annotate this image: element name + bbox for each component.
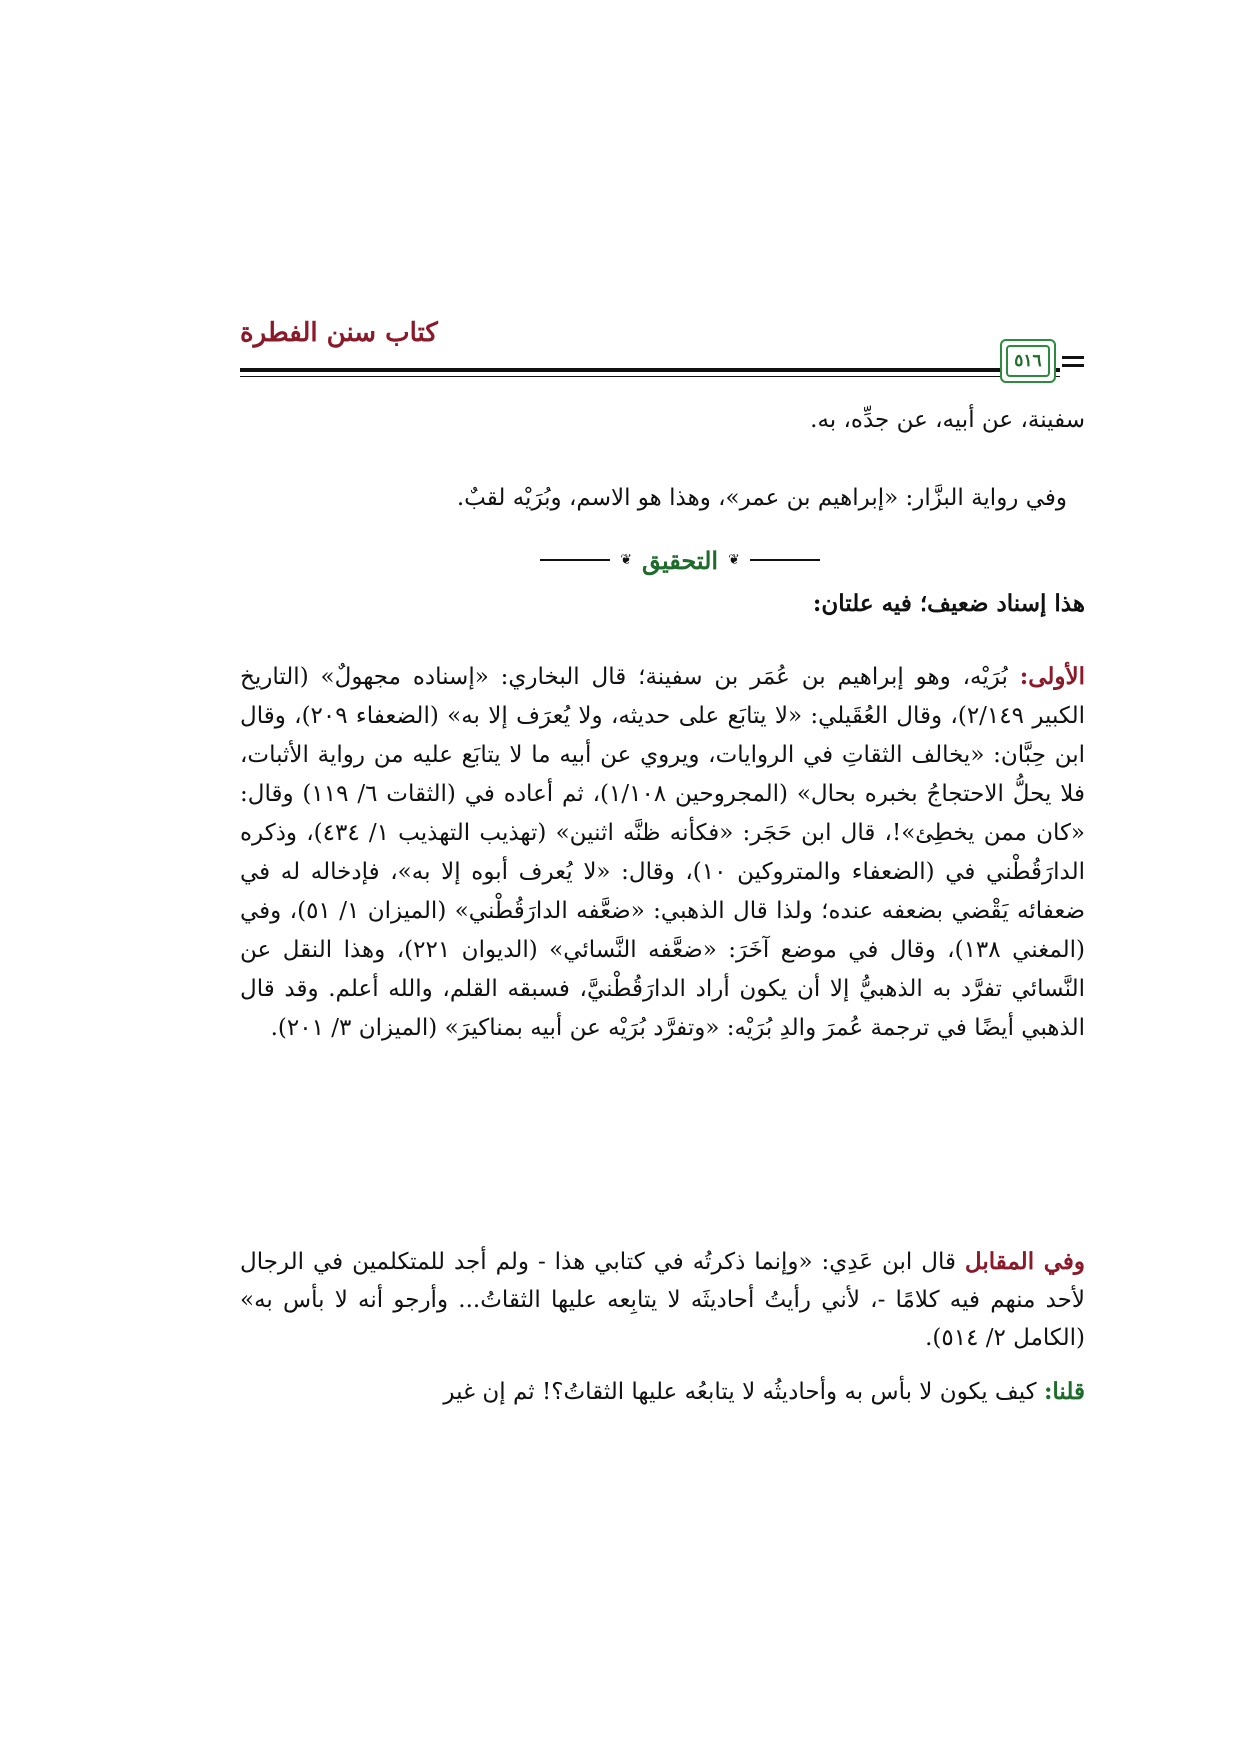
section-title: التحقيق [641, 545, 719, 575]
page-number: ٥١٦ [1006, 345, 1050, 377]
paragraph-6-body: كيف يكون لا بأس به وأحاديثُه لا يتابعُه عليها الثقاتُ؟! ثم إن غير [443, 1379, 1044, 1405]
paragraph-3: هذا إسناد ضعيف؛ فيه علتان: [812, 590, 1085, 617]
header-rule-thick [240, 368, 1060, 372]
page-number-frame [1000, 339, 1056, 383]
paragraph-4-lead: الأولى: [1019, 663, 1085, 690]
paragraph-2: وفي رواية البزَّار: «إبراهيم بن عمر»، وهذا هو الاسم، وبُرَيْه لقبٌ. [456, 485, 1067, 511]
header-rule-thin [240, 376, 1060, 377]
paragraph-6 [240, 1373, 1085, 1411]
paragraph-5-lead: وفي المقابل [964, 1248, 1085, 1275]
paragraph-5-body: قال ابن عَدِي: «وإنما ذكرتُه في كتابي هذا - ولم أجد للمتكلمين في الرجال لأحد منهم فيه كلامًا -، لأني رأيتُ أحاديثَه لا يتابِعه عليها الثقاتُ... وأرجو أنه لا بأس به» (الكامل ٢/ ٥١٤). [240, 1249, 1085, 1351]
paragraph-1: سفينة، عن أبيه، عن جدِّه، به. [810, 407, 1085, 433]
ornament-icon: ❦ [620, 552, 632, 568]
ornament-icon: ❦ [728, 552, 740, 568]
paragraph-6-lead: قلنا: [1043, 1378, 1085, 1405]
divider-line-right [750, 559, 820, 561]
book-title: كتاب سنن الفطرة [240, 318, 438, 348]
header-rule-right-top [1062, 356, 1084, 359]
paragraph-5 [240, 1243, 1085, 1357]
divider-line-left [540, 559, 610, 561]
paragraph-4-body: بُرَيْه، وهو إبراهيم بن عُمَر بن سفينة؛ قال البخاري: «إسناده مجهولٌ» (التاريخ الكبير ٢/١٤٩)، وقال العُقَيلي: «لا يتابَع على حديثه، ولا يُعرَف إلا به» (الضعفاء ٢٠٩)، وقال ابن حِبَّان: «يخالف الثقاتِ في الروايات، ويروي عن أبيه ما لا يتابَع عليه من رواية الأثبات، فلا يحلُّ الاحتجاجُ بخبره بحال» (المجروحين ١/١٠٨)، ثم أعاده في (الثقات ٦/ ١١٩) وقال: «كان ممن يخطِئ»!، قال ابن حَجَر: «فكأنه ظنَّه اثنين» (تهذيب التهذيب ١/ ٤٣٤)، وذكره الدارَقُطْني في (الضعفاء والمتروكين ١٠)، وقال: «لا يُعرف أبوه إلا به»، فإدخاله له في ضعفائه يَقْضي بضعفه عنده؛ ولذا قال الذهبي: «ضعَّفه الدارَقُطْني» (الميزان ١/ ٥١)، وفي (المغني ١٣٨)، وقال في موضع آخَرَ: «ضعَّفه النَّسائي» (الديوان ٢٢١)، وهذا النقل عن النَّسائي تفرَّد به الذهبيُّ إلا أن يكون أراد الدارَقُطْنيَّ، فسبقه القلم، والله أعلم. وقد قال الذهبي أيضًا في ترجمة عُمرَ والدِ بُرَيْه: «وتفرَّد بُرَيْه عن أبيه بمناكيرَ» (الميزان ٣/ ٢٠١). [240, 664, 1085, 1041]
header-rule-right-bottom [1062, 364, 1084, 367]
section-divider [540, 545, 820, 575]
paragraph-4 [240, 657, 1085, 1048]
